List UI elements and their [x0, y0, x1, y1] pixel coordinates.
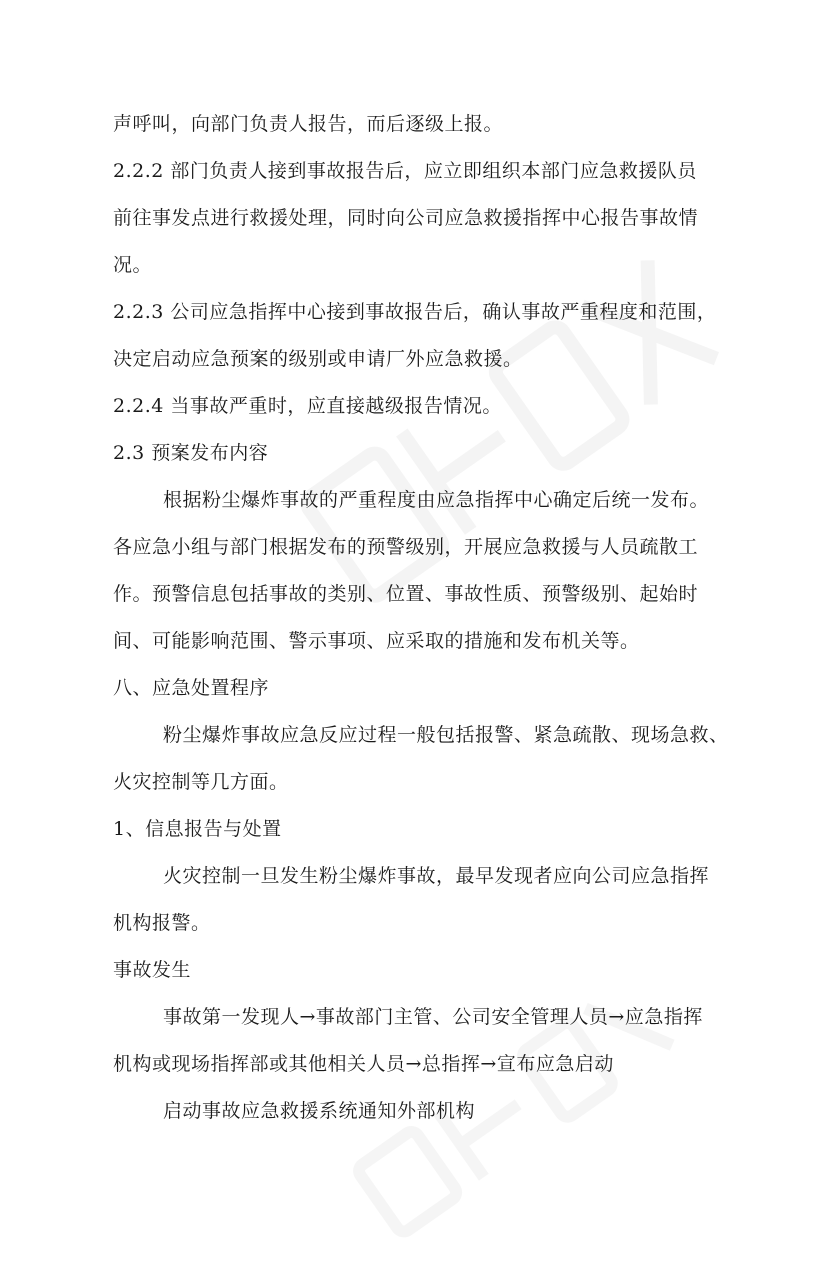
- paragraph-first-line: 粉尘爆炸事故应急反应过程一般包括报警、紧急疏散、现场急救、: [163, 724, 729, 746]
- text-line: 声呼叫，向部门负责人报告，而后逐级上报。: [113, 113, 504, 135]
- section-heading: 2.3 预案发布内容: [113, 442, 269, 464]
- paragraph-first-line: 启动事故应急救援系统通知外部机构: [163, 1100, 476, 1122]
- text-line: 2.2.4 当事故严重时，应直接越级报告情况。: [113, 395, 502, 417]
- text-line: 机构报警。: [113, 912, 211, 934]
- watermark-logo-icon: [264, 216, 756, 644]
- text-line: 决定启动应急预案的级别或申请厂外应急救援。: [113, 348, 523, 370]
- text-line: 机构或现场指挥部或其他相关人员→总指挥→宣布应急启动: [113, 1053, 614, 1075]
- text-line: 2.2.3 公司应急指挥中心接到事故报告后，确认事故严重程度和范围，: [113, 301, 717, 323]
- paragraph-first-line: 火灾控制一旦发生粉尘爆炸事故，最早发现者应向公司应急指挥: [163, 865, 710, 887]
- section-heading: 事故发生: [113, 959, 192, 981]
- section-heading: 1、信息报告与处置: [113, 818, 282, 840]
- text-line: 各应急小组与部门根据发布的预警级别，开展应急救援与人员疏散工: [113, 536, 699, 558]
- paragraph-first-line: 事故第一发现人→事故部门主管、公司安全管理人员→应急指挥: [163, 1006, 703, 1028]
- text-line: 间、可能影响范围、警示事项、应采取的措施和发布机关等。: [113, 630, 640, 652]
- text-line: 2.2.2 部门负责人接到事故报告后，应立即组织本部门应急救援队员: [113, 160, 697, 182]
- section-heading: 八、应急处置程序: [113, 677, 270, 699]
- paragraph-first-line: 根据粉尘爆炸事故的严重程度由应急指挥中心确定后统一发布。: [163, 489, 710, 511]
- text-line: 况。: [113, 254, 153, 276]
- text-line: 火灾控制等几方面。: [113, 771, 289, 793]
- text-line: 前往事发点进行救援处理，同时向公司应急救援指挥中心报告事故情: [113, 207, 699, 229]
- text-line: 作。预警信息包括事故的类别、位置、事故性质、预警级别、起始时: [113, 583, 699, 605]
